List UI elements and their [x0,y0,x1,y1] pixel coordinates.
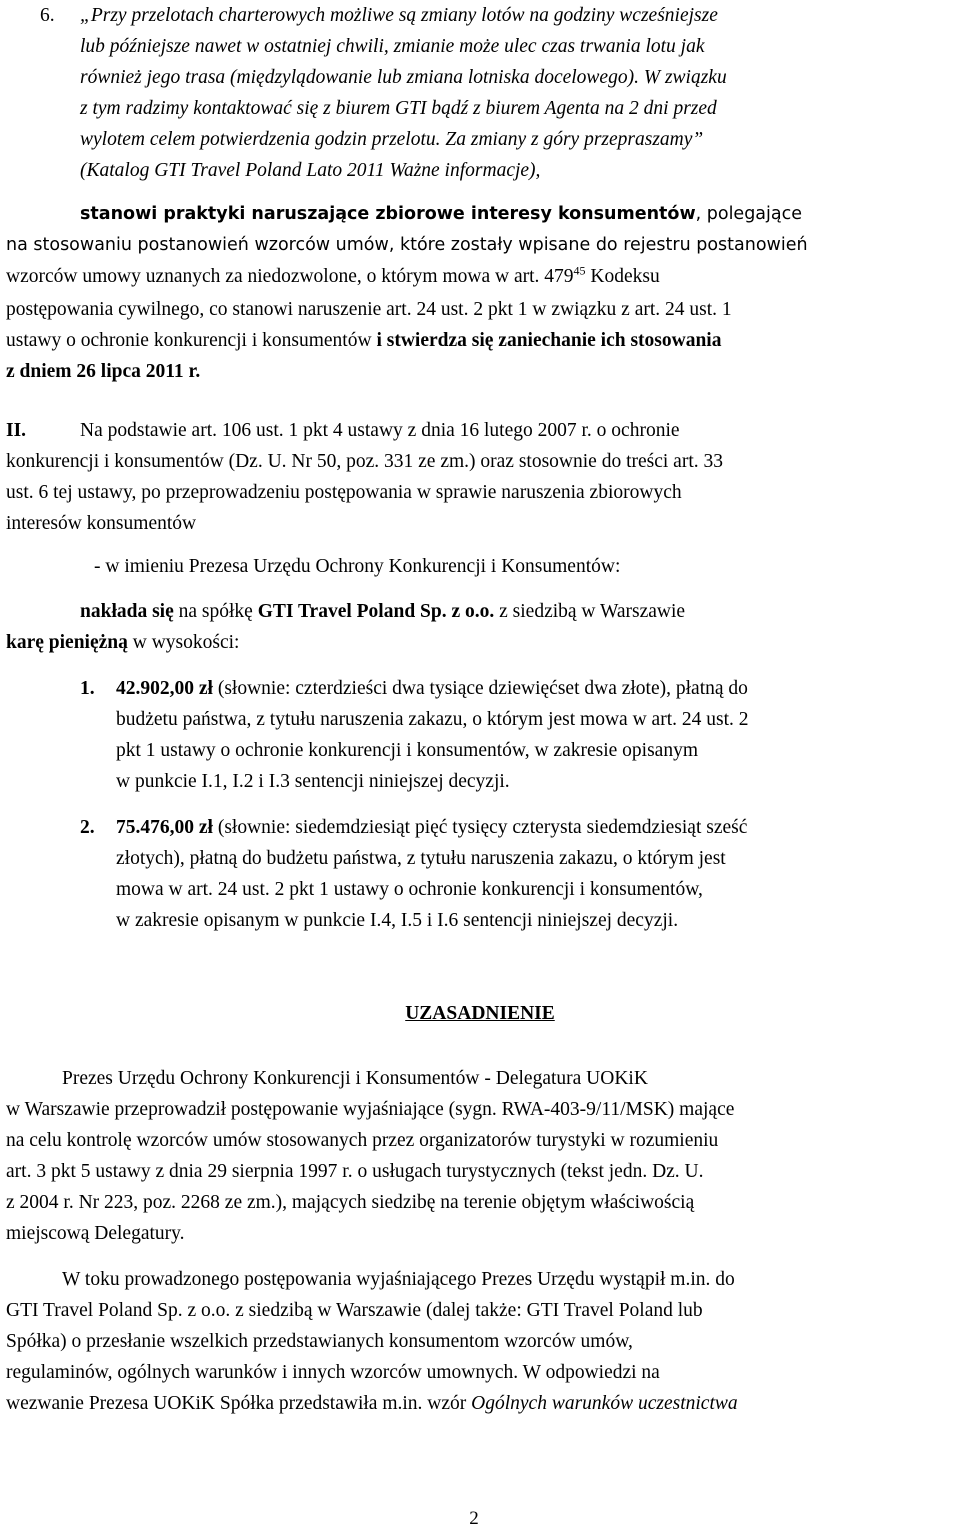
paragraph-line: miejscową Delegatury. [6,1223,185,1244]
paragraph-line: na celu kontrolę wzorców umów stosowanych przez organizatorów turystyki w rozumieniu [6,1130,719,1151]
document-title-italic: Ogólnych warunków uczestnictwa [471,1393,738,1414]
conclusion-text: wzorców umowy uznanych za niedozwolone, o którym mowa w art. 479 [6,266,574,287]
paragraph-line: GTI Travel Poland Sp. z o.o. z siedzibą w Warszawie (dalej także: GTI Travel Poland lub [6,1300,703,1321]
paragraph-line: regulaminów, ogólnych warunków i innych wzorców umownych. W odpowiedzi na [6,1362,660,1383]
conclusion-text: ustawy o ochronie konkurencji i konsumentów [6,330,377,351]
fine-number: 2. [80,817,95,838]
paragraph-line: W toku prowadzonego postępowania wyjaśniającego Prezes Urzędu wystąpił m.in. do [62,1269,735,1290]
impose-text: na spółkę [173,601,258,622]
paragraph-line: art. 3 pkt 5 ustawy z dnia 29 sierpnia 1997 r. o usługach turystycznych (tekst jedn. Dz. U. [6,1161,704,1182]
penalty-bold: karę pieniężną [6,632,128,653]
fine-line: pkt 1 ustawy o ochronie konkurencji i konsumentów, w zakresie opisanym [116,740,698,761]
clause-line: (Katalog GTI Travel Poland Lato 2011 Ważne informacje), [80,160,541,181]
section-line: ust. 6 tej ustawy, po przeprowadzeniu postępowania w sprawie naruszenia zbiorowych [6,482,682,503]
fine-number: 1. [80,678,95,699]
clause-line: „Przy przelotach charterowych możliwe są zmiany lotów na godziny wcześniejsze [80,5,718,26]
conclusion-text: Kodeksu [585,266,660,287]
fine-line: budżetu państwa, z tytułu naruszenia zakazu, o którym jest mowa w art. 24 ust. 2 [116,709,749,730]
clause-line: również jego trasa (międzylądowanie lub zmiana lotniska docelowego). W związku [80,67,727,88]
section-heading: UZASADNIENIE [405,1003,555,1024]
paragraph-line: Spółka) o przesłanie wszelkich przedstawianych konsumentom wzorców umów, [6,1331,633,1352]
section-line: Na podstawie art. 106 ust. 1 pkt 4 ustawy z dnia 16 lutego 2007 r. o ochronie [80,420,680,441]
conclusion-line: postępowania cywilnego, co stanowi naruszenie art. 24 ust. 2 pkt 1 w związku z art. 24 ust. 1 [6,299,732,320]
page-number: 2 [469,1508,479,1529]
penalty-text: w wysokości: [127,632,240,653]
conclusion-bold: i stwierdza się zaniechanie ich stosowania [376,330,722,351]
paragraph-text: wezwanie Prezesa UOKiK Spółka przedstawiła m.in. wzór [6,1393,472,1414]
clause-number: 6. [40,5,55,26]
fine-line: mowa w art. 24 ust. 2 pkt 1 ustawy o ochronie konkurencji i konsumentów, [116,879,703,900]
section-label: II. [6,420,27,441]
impose-bold: nakłada się [80,601,174,622]
fine-text: (słownie: czterdzieści dwa tysiące dziewięćset dwa złote), płatną do [212,678,748,699]
authority-line: - w imieniu Prezesa Urzędu Ochrony Konkurencji i Konsumentów: [94,556,621,577]
document-page [6,0,954,1537]
conclusion-lead: stanowi praktyki naruszające zbiorowe interesy konsumentów [80,204,696,224]
section-line: interesów konsumentów [6,513,197,534]
fine-text: (słownie: siedemdziesiąt pięć tysięcy czterysta siedemdziesiąt sześć [212,817,748,838]
paragraph-line: Prezes Urzędu Ochrony Konkurencji i Konsumentów - Delegatura UOKiK [62,1068,648,1089]
conclusion-text: , polegające [695,204,803,224]
fine-amount: 75.476,00 zł [116,817,213,838]
paragraph-line: z 2004 r. Nr 223, poz. 2268 ze zm.), mających siedzibę na terenie objętym właściwością [6,1192,695,1213]
clause-line: lub późniejsze nawet w ostatniej chwili, zmianie może ulec czas trwania lotu jak [80,36,705,57]
paragraph-line: w Warszawie przeprowadził postępowanie wyjaśniające (sygn. RWA-403-9/11/MSK) mające [6,1099,735,1120]
section-line: konkurencji i konsumentów (Dz. U. Nr 50, poz. 331 ze zm.) oraz stosownie do treści art. 33 [6,451,723,472]
impose-text: z siedzibą w Warszawie [494,601,686,622]
clause-line: z tym radzimy kontaktować się z biurem GTI bądź z biurem Agenta na 2 dni przed [80,98,717,119]
fine-line: złotych), płatną do budżetu państwa, z tytułu naruszenia zakazu, o którym jest [116,848,726,869]
fine-line: w zakresie opisanym w punkcie I.4, I.5 i I.6 sentencji niniejszej decyzji. [116,910,679,931]
superscript: 45 [573,263,586,278]
conclusion-date: z dniem 26 lipca 2011 r. [6,361,201,382]
fine-line: w punkcie I.1, I.2 i I.3 sentencji niniejszej decyzji. [116,771,510,792]
fine-amount: 42.902,00 zł [116,678,213,699]
company-name: GTI Travel Poland Sp. z o.o. [257,601,495,622]
clause-line: wylotem celem potwierdzenia godzin przelotu. Za zmiany z góry przepraszamy” [80,129,704,150]
conclusion-line: na stosowaniu postanowień wzorców umów, które zostały wpisane do rejestru postanowień [6,235,808,255]
